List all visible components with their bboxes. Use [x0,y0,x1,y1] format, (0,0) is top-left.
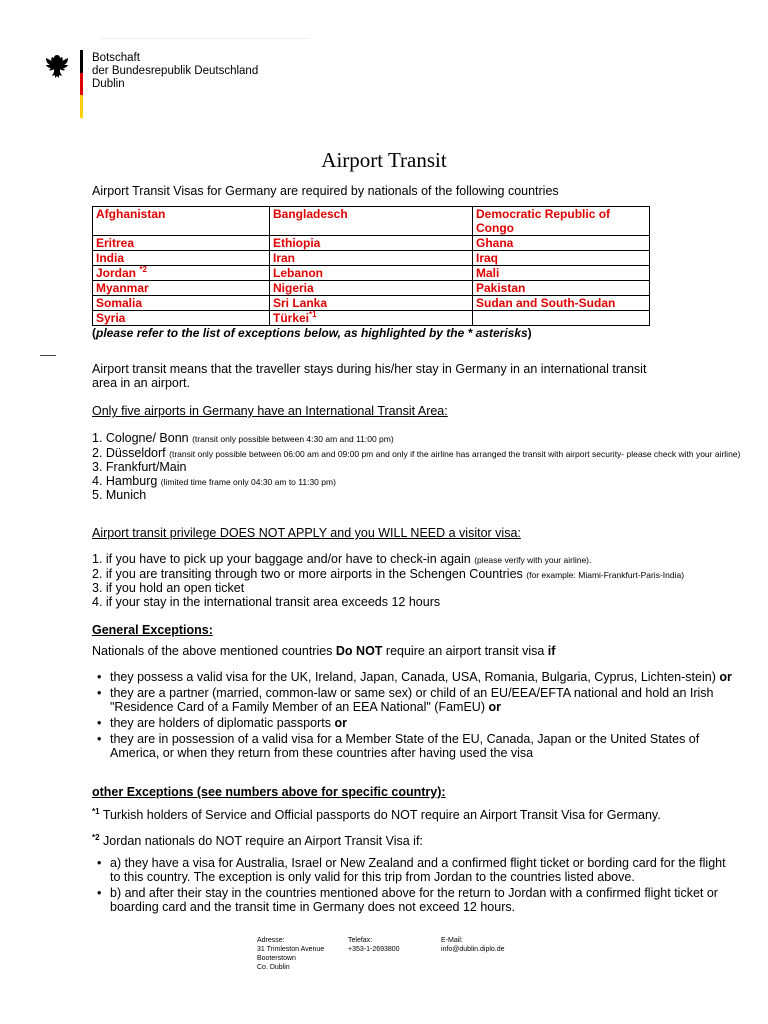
embassy-line-2: der Bundesrepublik Deutschland [92,65,259,77]
airports-heading: Only five airports in Germany have an International Transit Area: [92,404,448,418]
cell-country: Türkei [273,311,310,325]
general-exceptions-list [97,670,735,762]
transit-definition: Airport transit means that the traveller stays during his/her stay in Germany in an international transit area in an airport. [92,362,647,390]
list-item: 1. Cologne/ Bonn (transit only possible between 4:30 am and 11:00 pm) [92,431,394,445]
table-cell: Afghanistan [93,207,270,236]
airports-list [92,432,742,503]
table-row [93,207,650,236]
other-exceptions-heading: other Exceptions (see numbers above for specific country): [92,785,446,799]
table-cell: Democratic Republic of Congo [473,207,650,236]
general-exceptions-heading: General Exceptions: [92,623,213,637]
privilege-heading: Airport transit privilege DOES NOT APPLY and you WILL NEED a visitor visa: [92,526,521,540]
federal-eagle-icon [42,52,72,82]
table-row [93,236,650,251]
table-cell: India [93,251,270,266]
list-item: 1. if you have to pick up your baggage and/or have to check-in again (please verify with your airline). [92,552,592,566]
list-item: • they are holders of diplomatic passports or [97,716,347,730]
table-row [93,311,650,326]
table-cell: Iraq [473,251,650,266]
intro-text: Airport Transit Visas for Germany are required by nationals of the following countries [92,184,559,198]
table-cell: Bangladesch [270,207,473,236]
list-item: • they are a partner (married, common-law or same sex) or child of an EU/EEA/EFTA national and hold an Irish "Residence Card of a Family Member of an EEA National" (FamEU) or [97,686,714,714]
table-cell: Syria [93,311,270,326]
countries-table [92,206,650,326]
footer-fax: Telefax: +353-1-2693800 [348,937,400,953]
bullet-icon: • [97,732,102,746]
footer-email: E-Mail: info@dublin.diplo.de [441,937,505,953]
refer-note-text: please refer to the list of exceptions below, as highlighted by the * asterisks [96,326,528,340]
table-cell: Iran [270,251,473,266]
embassy-name [92,52,258,91]
list-item: 3. if you hold an open ticket [92,581,245,595]
german-flag-bar [80,50,83,118]
footnote-marker: *1 [309,310,317,319]
embassy-line-3: Dublin [92,78,125,90]
list-item: 2. if you are transiting through two or more airports in the Schengen Countries (for example: Miami-Frankfurt-Paris-India) [92,566,685,581]
table-cell: Ghana [473,236,650,251]
table-cell: Lebanon [270,266,473,281]
footer-address: Adresse: 31 Trimleston Avenue Booterstown Co. Dublin [257,937,325,971]
table-row [93,296,650,311]
general-exceptions-intro: Nationals of the above mentioned countries Do NOT require an airport transit visa if [92,644,556,658]
table-cell [270,311,473,326]
table-row [93,251,650,266]
table-cell: Somalia [93,296,270,311]
cell-country: Jordan [96,266,137,280]
list-item: • b) and after their stay in the countries mentioned above for the return to Jordan with a confirmed flight ticket or boarding card and the transit time in Germany does not exceed 12 hours. [97,886,718,914]
table-cell: Pakistan [473,281,650,296]
table-row [93,281,650,296]
table-row [93,266,650,281]
margin-dash [40,355,56,356]
table-cell: Sudan and South-Sudan [473,296,650,311]
bullet-icon: • [97,886,102,900]
table-cell [473,311,650,326]
table-cell: Mali [473,266,650,281]
bullet-icon: • [97,686,102,700]
list-item: • a) they have a visa for Australia, Israel or New Zealand and a confirmed flight ticket or bording card for the flight to this country. The exception is only valid for this trip from Jordan to the countries listed above. [97,856,726,884]
list-item: • they possess a valid visa for the UK, Ireland, Japan, Canada, USA, Romania, Bulgaria, Cyprus, Lichten-stein) or [97,670,732,684]
list-item: • they are in possession of a valid visa for a Member State of the EU, Canada, Japan or the United States of America, or when they return from these countries after having used the visa [97,732,700,760]
list-item: 5. Munich [92,488,147,502]
table-cell: Sri Lanka [270,296,473,311]
list-item: 4. Hamburg (limited time frame only 04:30 am to 11:30 pm) [92,473,336,488]
table-cell: Myanmar [93,281,270,296]
table-cell: Eritrea [93,236,270,251]
list-item: 3. Frankfurt/Main [92,460,187,474]
bullet-icon: • [97,716,102,730]
list-item: 4. if your stay in the international transit area exceeds 12 hours [92,594,441,609]
list-item: 2. Düsseldorf (transit only possible between 06:00 am and 09:00 pm and only if the airline has arranged the transit with airport security- please check with your airline) [92,445,741,460]
header-faint-rule [100,38,310,39]
footnote-marker: *2 [139,265,147,274]
exception-turkey: $^{*1}$ Turkish holders of Service and Official passports do NOT require an Airport Transit Visa for Germany. [92,806,661,822]
jordan-exceptions-list [97,856,735,916]
table-cell: Ethiopia [270,236,473,251]
privilege-list [92,553,742,609]
embassy-line-1: Botschaft [92,52,140,64]
exception-jordan: $^{*2}$ Jordan nationals do NOT require an Airport Transit Visa if: [92,832,423,848]
table-cell: Nigeria [270,281,473,296]
refer-note: (please refer to the list of exceptions below, as highlighted by the * asterisks) [92,326,532,340]
bullet-icon: • [97,856,102,870]
bullet-icon: • [97,670,102,684]
page-title: Airport Transit [321,148,447,172]
table-cell [93,266,270,281]
